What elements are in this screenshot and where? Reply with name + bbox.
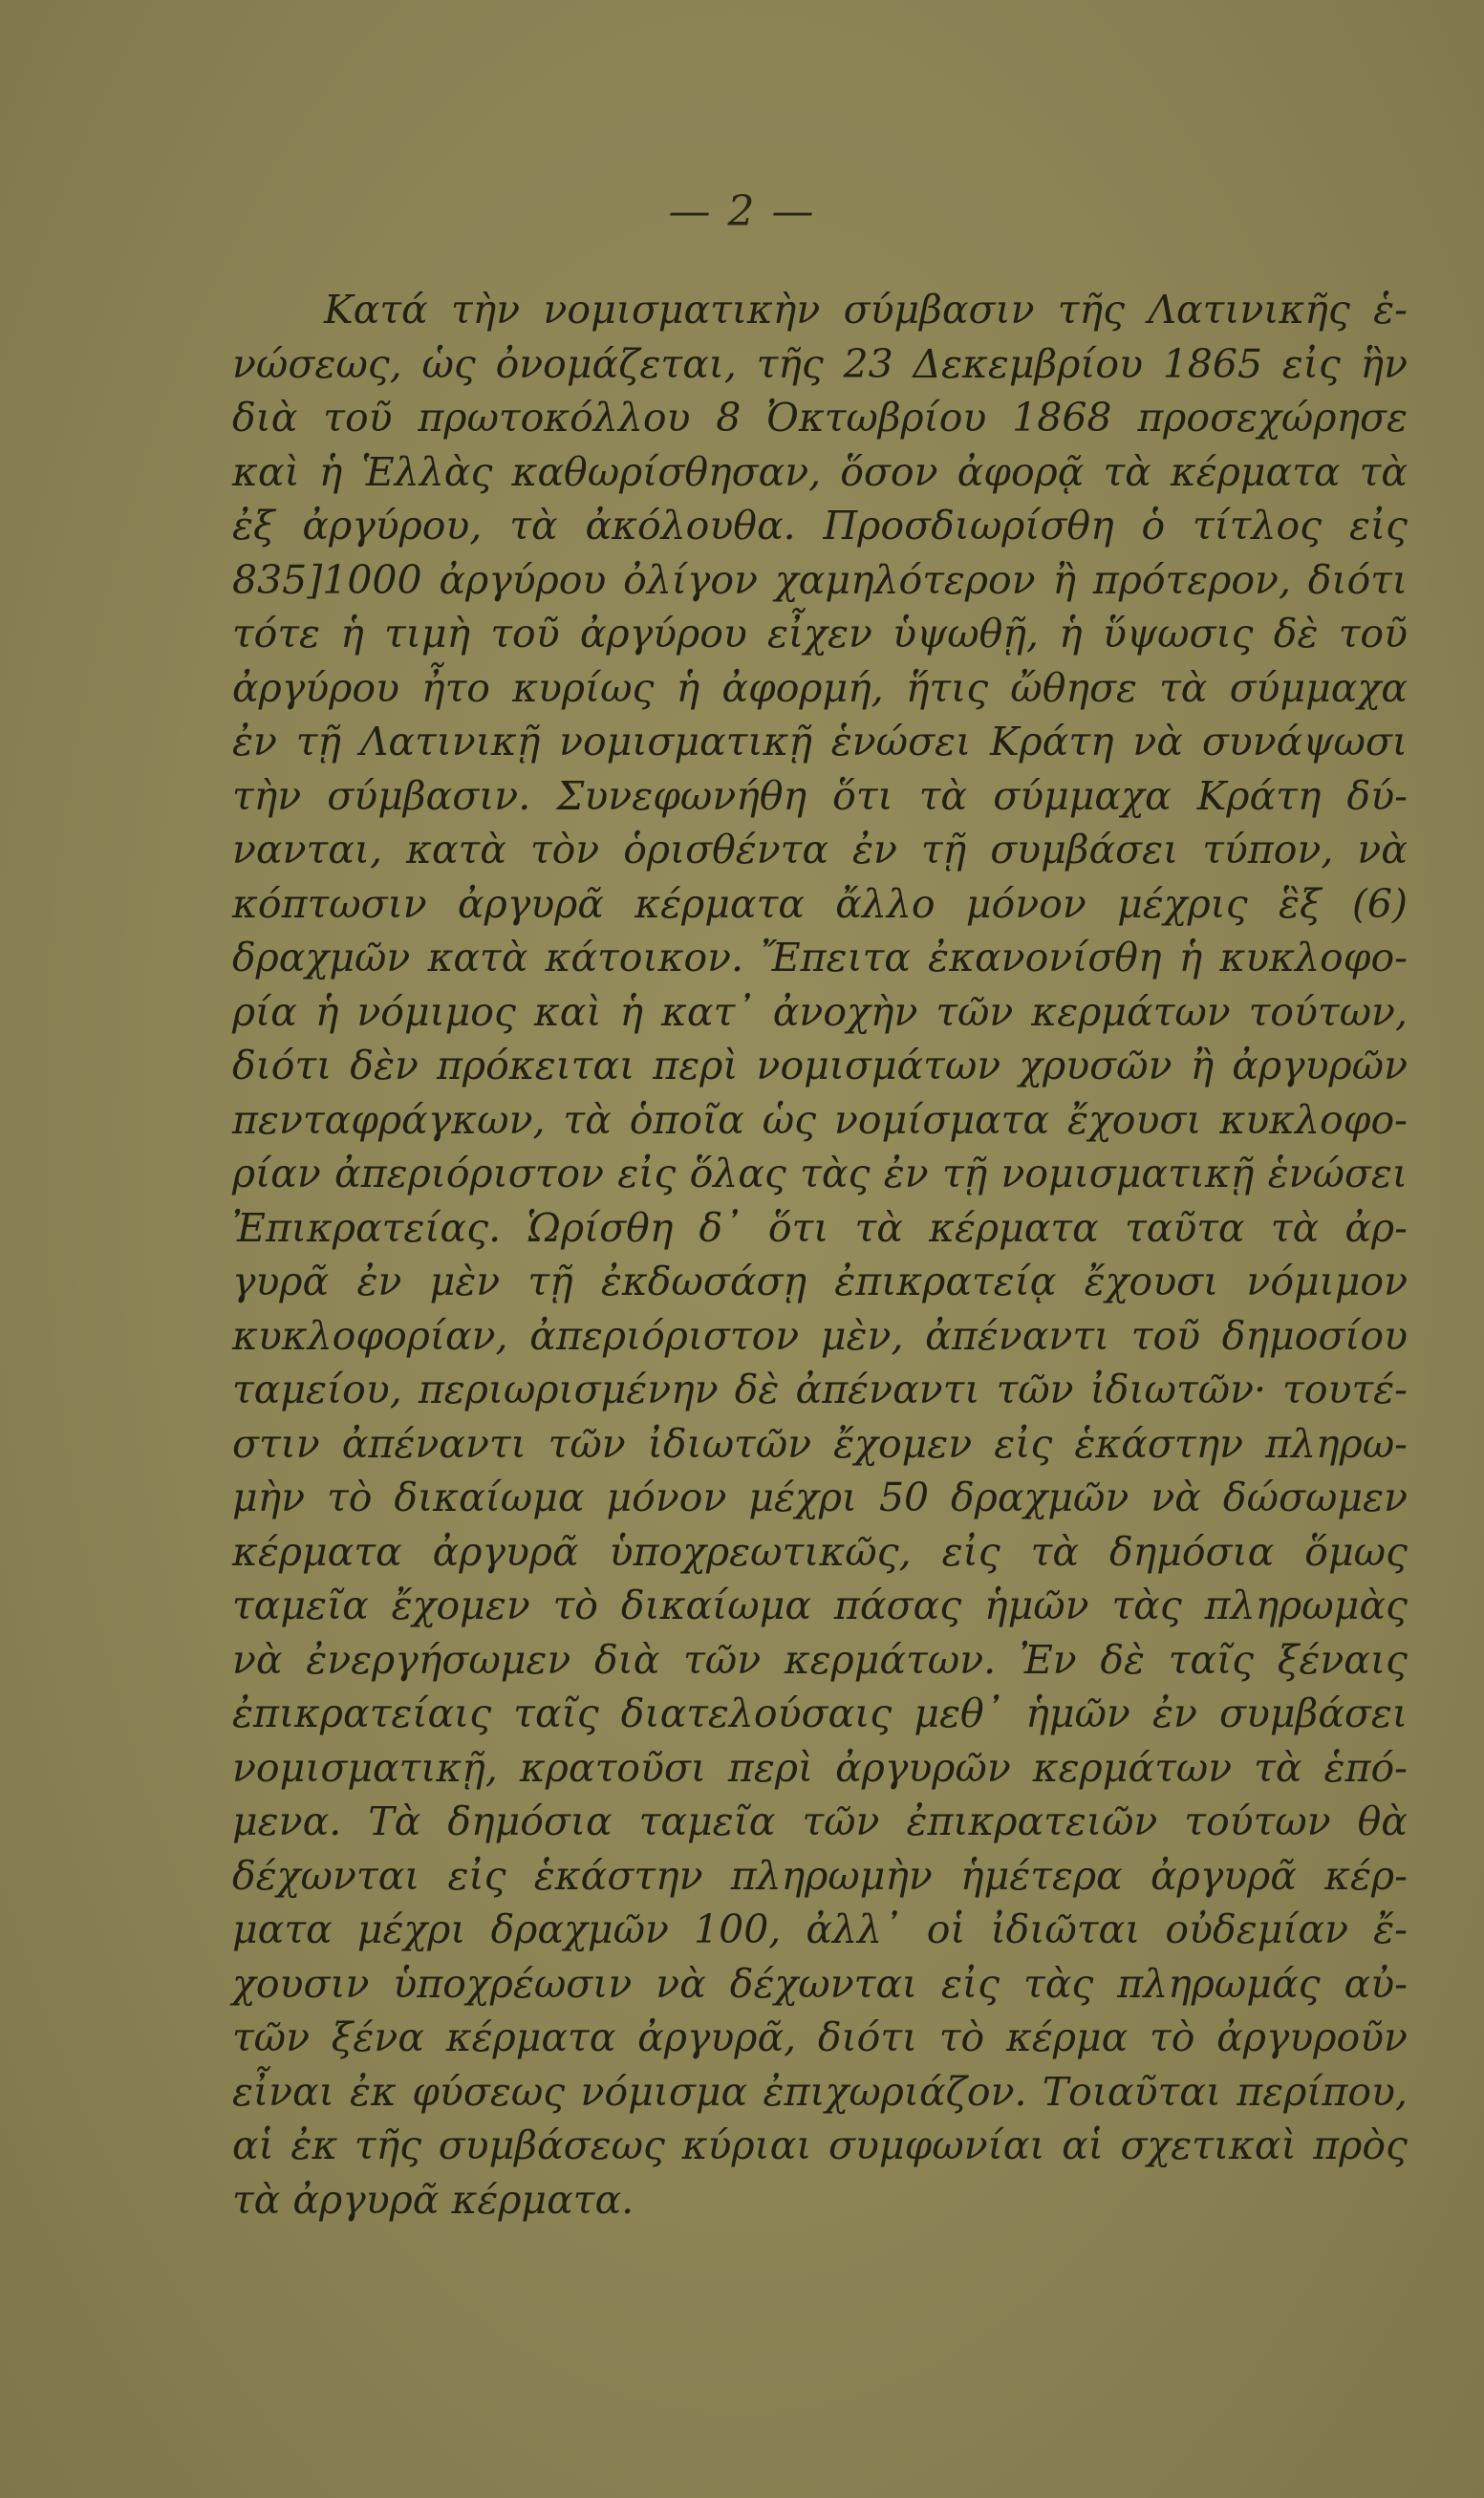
text-line: κυκλοφορίαν, ἀπεριόριστον μὲν, ἀπέναντι τοῦ δημοσίου [232,1312,1408,1359]
text-line: Κατά τὴν νομισματικὴν σύμβασιν τῆς Λατινικῆς ἑ- [324,287,1408,333]
text-line: τότε ἡ τιμὴ τοῦ ἀργύρου εἶχεν ὑψωθῇ, ἡ ὕψωσις δὲ τοῦ [232,611,1408,657]
text-line: καὶ ἡ Ἑλλὰς καθωρίσθησαν, ὅσον ἀφορᾷ τὰ κέρματα τὰ [232,448,1408,495]
text-line: ρίαν ἀπεριόριστον εἰς ὅλας τὰς ἐν τῇ νομισματικῇ ἑνώσει [232,1151,1408,1196]
text-line: ἐν τῇ Λατινικῇ νομισματικῇ ἑνώσει Κράτη νὰ συνάψωσι [232,719,1408,764]
text-line: αἱ ἐκ τῆς συμβάσεως κύριαι συμφωνίαι αἱ σχετικαὶ πρὸς [232,2122,1408,2168]
text-line: στιν ἀπέναντι τῶν ἰδιωτῶν ἔχομεν εἰς ἑκάστην πληρω- [232,1420,1408,1467]
text-line: ματα μέχρι δραχμῶν 100, ἀλλ᾽ οἱ ἰδιῶται οὐδεμίαν ἔ- [232,1906,1408,1952]
text-line: χουσιν ὑποχρέωσιν νὰ δέχωνται εἰς τὰς πληρωμάς αὐ- [232,1960,1408,2007]
text-line: διὰ τοῦ πρωτοκόλλου 8 Ὀκτωβρίου 1868 προσεχώρησε [232,395,1408,441]
page-number: — 2 — [668,187,816,236]
text-line: κέρματα ἀργυρᾶ ὑποχρεωτικῶς, εἰς τὰ δημόσια ὅμως [232,1528,1408,1575]
text-line: πενταφράγκων, τὰ ὁποῖα ὡς νομίσματα ἔχουσι κυκλοφο- [232,1096,1408,1143]
text-line: τὴν σύμβασιν. Συνεφωνήθη ὅτι τὰ σύμμαχα Κράτη δύ- [232,772,1408,819]
text-line: ταμείου, περιωρισμένην δὲ ἀπέναντι τῶν ἰδιωτῶν· τουτέ- [232,1367,1408,1412]
text-line: κόπτωσιν ἀργυρᾶ κέρματα ἄλλο μόνον μέχρις ἓξ (6) [232,880,1408,927]
text-line: ἐπικρατείαις ταῖς διατελούσαις μεθ᾽ ἡμῶν ἐν συμβάσει [232,1690,1408,1736]
text-line: ἀργύρου ἦτο κυρίως ἡ ἀφορμή, ἥτις ὤθησε τὰ σύμμαχα [232,664,1408,711]
text-line: μενα. Τὰ δημόσια ταμεῖα τῶν ἐπικρατειῶν τούτων θὰ [232,1798,1408,1844]
text-line: εἶναι ἐκ φύσεως νόμισμα ἐπιχωριάζον. Τοιαῦται περίπου, [232,2068,1408,2115]
text-line: διότι δὲν πρόκειται περὶ νομισμάτων χρυσῶν ἢ ἀργυρῶν [232,1043,1408,1088]
text-line: τῶν ξένα κέρματα ἀργυρᾶ, διότι τὸ κέρμα τὸ ἀργυροῦν [232,2014,1408,2060]
text-line: γυρᾶ ἐν μὲν τῇ ἐκδωσάσῃ ἐπικρατείᾳ ἔχουσι νόμιμον [232,1259,1408,1304]
text-line: τὰ ἀργυρᾶ κέρματα. [232,2176,634,2223]
text-line: δραχμῶν κατὰ κάτοικον. Ἔπειτα ἐκανονίσθη ἡ κυκλοφο- [232,935,1408,980]
text-line: νομισματικῇ, κρατοῦσι περὶ ἀργυρῶν κερμάτων τὰ ἑπό- [232,1744,1408,1791]
text-line: νὰ ἐνεργήσωμεν διὰ τῶν κερμάτων. Ἐν δὲ ταῖς ξέναις [232,1636,1408,1683]
body-paragraph [232,283,1408,2227]
text-line: μὴν τὸ δικαίωμα μόνον μέχρι 50 δραχμῶν νὰ δώσωμεν [232,1475,1408,1520]
text-line: ταμεῖα ἔχομεν τὸ δικαίωμα πάσας ἡμῶν τὰς πληρωμὰς [232,1583,1408,1628]
text-line: δέχωνται εἰς ἑκάστην πληρωμὴν ἡμέτερα ἀργυρᾶ κέρ- [232,1852,1408,1899]
text-line: ἐξ ἀργύρου, τὰ ἀκόλουθα. Προσδιωρίσθη ὁ τίτλος εἰς [232,503,1408,549]
text-line: 835]1000 ἀργύρου ὀλίγον χαμηλότερον ἢ πρότερον, διότι [232,556,1408,603]
text-line: ρία ἡ νόμιμος καὶ ἡ κατ᾽ ἀνοχὴν τῶν κερμάτων τούτων, [232,988,1408,1035]
text-line: νανται, κατὰ τὸν ὁρισθέντα ἐν τῇ συμβάσει τύπον, νὰ [232,827,1408,872]
text-line: Ἐπικρατείας. Ὡρίσθη δ᾽ ὅτι τὰ κέρματα ταῦτα τὰ ἀρ- [232,1204,1408,1251]
text-line: νώσεως, ὡς ὀνομάζεται, τῆς 23 Δεκεμβρίου 1865 εἰς ἣν [232,340,1408,387]
